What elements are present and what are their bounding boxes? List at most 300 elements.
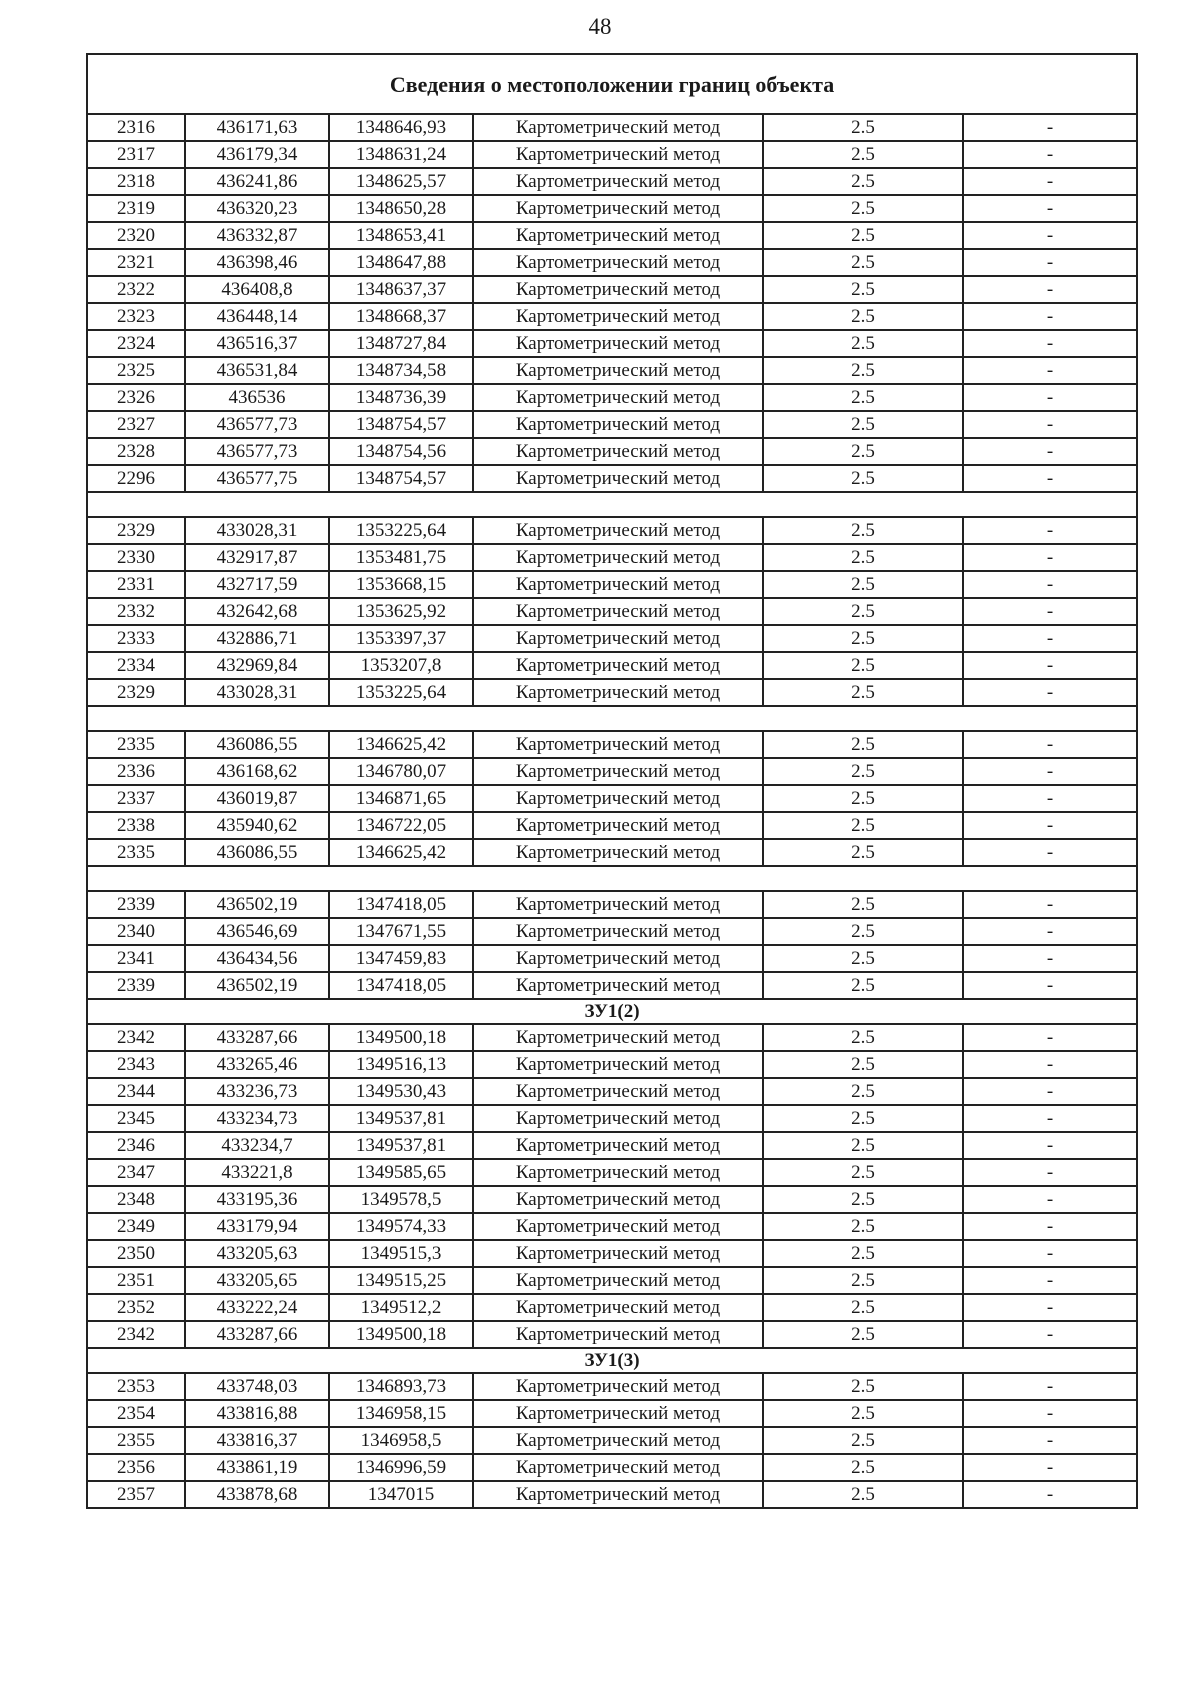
x-coordinate-cell: 433028,31 xyxy=(185,517,329,544)
table-row xyxy=(87,384,1137,411)
description-cell: - xyxy=(963,195,1137,222)
accuracy-cell: 2.5 xyxy=(763,731,963,758)
x-coordinate-cell: 436086,55 xyxy=(185,839,329,866)
x-coordinate-cell: 436168,62 xyxy=(185,758,329,785)
x-coordinate-cell: 436448,14 xyxy=(185,303,329,330)
y-coordinate-cell: 1346625,42 xyxy=(329,839,473,866)
table-title-row xyxy=(87,54,1137,114)
x-coordinate-cell: 436536 xyxy=(185,384,329,411)
x-coordinate-cell: 436516,37 xyxy=(185,330,329,357)
accuracy-cell: 2.5 xyxy=(763,1051,963,1078)
accuracy-cell: 2.5 xyxy=(763,812,963,839)
point-number-cell: 2329 xyxy=(87,679,185,706)
method-cell: Картометрический метод xyxy=(473,1213,763,1240)
method-cell: Картометрический метод xyxy=(473,1427,763,1454)
point-number-cell: 2327 xyxy=(87,411,185,438)
table-row xyxy=(87,357,1137,384)
point-number-cell: 2340 xyxy=(87,918,185,945)
spacer-row xyxy=(87,706,1137,731)
description-cell: - xyxy=(963,1427,1137,1454)
accuracy-cell: 2.5 xyxy=(763,1240,963,1267)
method-cell: Картометрический метод xyxy=(473,438,763,465)
point-number-cell: 2336 xyxy=(87,758,185,785)
point-number-cell: 2334 xyxy=(87,652,185,679)
x-coordinate-cell: 436408,8 xyxy=(185,276,329,303)
accuracy-cell: 2.5 xyxy=(763,1159,963,1186)
point-number-cell: 2335 xyxy=(87,839,185,866)
accuracy-cell: 2.5 xyxy=(763,276,963,303)
table-row xyxy=(87,891,1137,918)
y-coordinate-cell: 1346893,73 xyxy=(329,1373,473,1400)
description-cell: - xyxy=(963,1105,1137,1132)
table-row xyxy=(87,1321,1137,1348)
description-cell: - xyxy=(963,1159,1137,1186)
accuracy-cell: 2.5 xyxy=(763,891,963,918)
description-cell: - xyxy=(963,891,1137,918)
description-cell: - xyxy=(963,1240,1137,1267)
x-coordinate-cell: 436502,19 xyxy=(185,891,329,918)
spacer-row xyxy=(87,492,1137,517)
accuracy-cell: 2.5 xyxy=(763,1427,963,1454)
point-number-cell: 2339 xyxy=(87,891,185,918)
x-coordinate-cell: 433205,63 xyxy=(185,1240,329,1267)
x-coordinate-cell: 436531,84 xyxy=(185,357,329,384)
y-coordinate-cell: 1349530,43 xyxy=(329,1078,473,1105)
x-coordinate-cell: 433748,03 xyxy=(185,1373,329,1400)
method-cell: Картометрический метод xyxy=(473,195,763,222)
point-number-cell: 2354 xyxy=(87,1400,185,1427)
y-coordinate-cell: 1347015 xyxy=(329,1481,473,1508)
description-cell: - xyxy=(963,1213,1137,1240)
accuracy-cell: 2.5 xyxy=(763,1105,963,1132)
method-cell: Картометрический метод xyxy=(473,168,763,195)
x-coordinate-cell: 436320,23 xyxy=(185,195,329,222)
accuracy-cell: 2.5 xyxy=(763,1078,963,1105)
y-coordinate-cell: 1348727,84 xyxy=(329,330,473,357)
accuracy-cell: 2.5 xyxy=(763,972,963,999)
point-number-cell: 2316 xyxy=(87,114,185,141)
method-cell: Картометрический метод xyxy=(473,839,763,866)
x-coordinate-cell: 433816,88 xyxy=(185,1400,329,1427)
point-number-cell: 2348 xyxy=(87,1186,185,1213)
method-cell: Картометрический метод xyxy=(473,357,763,384)
y-coordinate-cell: 1346996,59 xyxy=(329,1454,473,1481)
description-cell: - xyxy=(963,652,1137,679)
y-coordinate-cell: 1348754,57 xyxy=(329,411,473,438)
accuracy-cell: 2.5 xyxy=(763,168,963,195)
description-cell: - xyxy=(963,303,1137,330)
x-coordinate-cell: 436398,46 xyxy=(185,249,329,276)
y-coordinate-cell: 1349537,81 xyxy=(329,1105,473,1132)
x-coordinate-cell: 436577,73 xyxy=(185,438,329,465)
accuracy-cell: 2.5 xyxy=(763,918,963,945)
point-number-cell: 2322 xyxy=(87,276,185,303)
description-cell: - xyxy=(963,330,1137,357)
method-cell: Картометрический метод xyxy=(473,544,763,571)
y-coordinate-cell: 1348647,88 xyxy=(329,249,473,276)
description-cell: - xyxy=(963,812,1137,839)
description-cell: - xyxy=(963,249,1137,276)
accuracy-cell: 2.5 xyxy=(763,357,963,384)
table-row xyxy=(87,839,1137,866)
description-cell: - xyxy=(963,1267,1137,1294)
method-cell: Картометрический метод xyxy=(473,972,763,999)
method-cell: Картометрический метод xyxy=(473,1400,763,1427)
point-number-cell: 2321 xyxy=(87,249,185,276)
spacer-cell xyxy=(87,706,1137,731)
point-number-cell: 2345 xyxy=(87,1105,185,1132)
accuracy-cell: 2.5 xyxy=(763,1132,963,1159)
x-coordinate-cell: 436019,87 xyxy=(185,785,329,812)
method-cell: Картометрический метод xyxy=(473,276,763,303)
accuracy-cell: 2.5 xyxy=(763,1454,963,1481)
x-coordinate-cell: 433234,7 xyxy=(185,1132,329,1159)
x-coordinate-cell: 433816,37 xyxy=(185,1427,329,1454)
spacer-row xyxy=(87,866,1137,891)
table-row xyxy=(87,1213,1137,1240)
method-cell: Картометрический метод xyxy=(473,652,763,679)
point-number-cell: 2333 xyxy=(87,625,185,652)
description-cell: - xyxy=(963,222,1137,249)
point-number-cell: 2341 xyxy=(87,945,185,972)
table-row xyxy=(87,1267,1137,1294)
table-row xyxy=(87,652,1137,679)
section-header-row xyxy=(87,999,1137,1024)
accuracy-cell: 2.5 xyxy=(763,303,963,330)
y-coordinate-cell: 1348754,57 xyxy=(329,465,473,492)
y-coordinate-cell: 1348668,37 xyxy=(329,303,473,330)
table-row xyxy=(87,517,1137,544)
method-cell: Картометрический метод xyxy=(473,625,763,652)
accuracy-cell: 2.5 xyxy=(763,1400,963,1427)
description-cell: - xyxy=(963,141,1137,168)
table-row xyxy=(87,465,1137,492)
x-coordinate-cell: 436241,86 xyxy=(185,168,329,195)
table-row xyxy=(87,195,1137,222)
y-coordinate-cell: 1347459,83 xyxy=(329,945,473,972)
accuracy-cell: 2.5 xyxy=(763,1321,963,1348)
method-cell: Картометрический метод xyxy=(473,222,763,249)
method-cell: Картометрический метод xyxy=(473,1373,763,1400)
y-coordinate-cell: 1353397,37 xyxy=(329,625,473,652)
x-coordinate-cell: 436332,87 xyxy=(185,222,329,249)
boundary-table-body xyxy=(87,54,1137,1508)
description-cell: - xyxy=(963,544,1137,571)
point-number-cell: 2296 xyxy=(87,465,185,492)
accuracy-cell: 2.5 xyxy=(763,330,963,357)
method-cell: Картометрический метод xyxy=(473,1481,763,1508)
table-row xyxy=(87,544,1137,571)
x-coordinate-cell: 433236,73 xyxy=(185,1078,329,1105)
description-cell: - xyxy=(963,1078,1137,1105)
table-row xyxy=(87,114,1137,141)
table-row xyxy=(87,1373,1137,1400)
method-cell: Картометрический метод xyxy=(473,303,763,330)
x-coordinate-cell: 433265,46 xyxy=(185,1051,329,1078)
point-number-cell: 2331 xyxy=(87,571,185,598)
y-coordinate-cell: 1353207,8 xyxy=(329,652,473,679)
point-number-cell: 2339 xyxy=(87,972,185,999)
method-cell: Картометрический метод xyxy=(473,1321,763,1348)
description-cell: - xyxy=(963,465,1137,492)
x-coordinate-cell: 433861,19 xyxy=(185,1454,329,1481)
accuracy-cell: 2.5 xyxy=(763,195,963,222)
point-number-cell: 2353 xyxy=(87,1373,185,1400)
method-cell: Картометрический метод xyxy=(473,1267,763,1294)
method-cell: Картометрический метод xyxy=(473,785,763,812)
y-coordinate-cell: 1346780,07 xyxy=(329,758,473,785)
table-row xyxy=(87,972,1137,999)
table-row xyxy=(87,1105,1137,1132)
method-cell: Картометрический метод xyxy=(473,571,763,598)
table-row xyxy=(87,945,1137,972)
point-number-cell: 2337 xyxy=(87,785,185,812)
accuracy-cell: 2.5 xyxy=(763,1024,963,1051)
accuracy-cell: 2.5 xyxy=(763,785,963,812)
table-row xyxy=(87,625,1137,652)
table-row xyxy=(87,1427,1137,1454)
description-cell: - xyxy=(963,1321,1137,1348)
accuracy-cell: 2.5 xyxy=(763,384,963,411)
point-number-cell: 2329 xyxy=(87,517,185,544)
description-cell: - xyxy=(963,438,1137,465)
method-cell: Картометрический метод xyxy=(473,411,763,438)
x-coordinate-cell: 435940,62 xyxy=(185,812,329,839)
method-cell: Картометрический метод xyxy=(473,1024,763,1051)
method-cell: Картометрический метод xyxy=(473,1132,763,1159)
table-row xyxy=(87,1051,1137,1078)
table-row xyxy=(87,731,1137,758)
table-row xyxy=(87,168,1137,195)
method-cell: Картометрический метод xyxy=(473,1186,763,1213)
x-coordinate-cell: 432886,71 xyxy=(185,625,329,652)
y-coordinate-cell: 1349578,5 xyxy=(329,1186,473,1213)
description-cell: - xyxy=(963,517,1137,544)
table-title: Сведения о местоположении границ объекта xyxy=(87,54,1137,114)
accuracy-cell: 2.5 xyxy=(763,141,963,168)
point-number-cell: 2335 xyxy=(87,731,185,758)
boundary-table xyxy=(86,53,1138,1509)
point-number-cell: 2343 xyxy=(87,1051,185,1078)
description-cell: - xyxy=(963,571,1137,598)
y-coordinate-cell: 1348653,41 xyxy=(329,222,473,249)
method-cell: Картометрический метод xyxy=(473,517,763,544)
table-row xyxy=(87,276,1137,303)
method-cell: Картометрический метод xyxy=(473,1240,763,1267)
method-cell: Картометрический метод xyxy=(473,141,763,168)
table-row xyxy=(87,411,1137,438)
x-coordinate-cell: 433222,24 xyxy=(185,1294,329,1321)
y-coordinate-cell: 1349585,65 xyxy=(329,1159,473,1186)
method-cell: Картометрический метод xyxy=(473,1454,763,1481)
x-coordinate-cell: 433195,36 xyxy=(185,1186,329,1213)
table-row xyxy=(87,303,1137,330)
x-coordinate-cell: 433287,66 xyxy=(185,1024,329,1051)
y-coordinate-cell: 1348754,56 xyxy=(329,438,473,465)
accuracy-cell: 2.5 xyxy=(763,1267,963,1294)
x-coordinate-cell: 436546,69 xyxy=(185,918,329,945)
point-number-cell: 2320 xyxy=(87,222,185,249)
method-cell: Картометрический метод xyxy=(473,1051,763,1078)
x-coordinate-cell: 436577,73 xyxy=(185,411,329,438)
point-number-cell: 2318 xyxy=(87,168,185,195)
page-number: 48 xyxy=(588,14,612,39)
y-coordinate-cell: 1349574,33 xyxy=(329,1213,473,1240)
x-coordinate-cell: 433287,66 xyxy=(185,1321,329,1348)
table-row xyxy=(87,249,1137,276)
method-cell: Картометрический метод xyxy=(473,598,763,625)
x-coordinate-cell: 432969,84 xyxy=(185,652,329,679)
description-cell: - xyxy=(963,679,1137,706)
method-cell: Картометрический метод xyxy=(473,891,763,918)
y-coordinate-cell: 1349515,25 xyxy=(329,1267,473,1294)
point-number-cell: 2326 xyxy=(87,384,185,411)
y-coordinate-cell: 1348625,57 xyxy=(329,168,473,195)
table-row xyxy=(87,1400,1137,1427)
y-coordinate-cell: 1346722,05 xyxy=(329,812,473,839)
y-coordinate-cell: 1348734,58 xyxy=(329,357,473,384)
x-coordinate-cell: 433221,8 xyxy=(185,1159,329,1186)
description-cell: - xyxy=(963,758,1137,785)
table-row xyxy=(87,1186,1137,1213)
table-row xyxy=(87,1481,1137,1508)
description-cell: - xyxy=(963,731,1137,758)
description-cell: - xyxy=(963,384,1137,411)
description-cell: - xyxy=(963,945,1137,972)
point-number-cell: 2342 xyxy=(87,1024,185,1051)
description-cell: - xyxy=(963,1024,1137,1051)
accuracy-cell: 2.5 xyxy=(763,517,963,544)
section-header-row xyxy=(87,1348,1137,1373)
point-number-cell: 2317 xyxy=(87,141,185,168)
accuracy-cell: 2.5 xyxy=(763,544,963,571)
x-coordinate-cell: 436171,63 xyxy=(185,114,329,141)
y-coordinate-cell: 1349516,13 xyxy=(329,1051,473,1078)
accuracy-cell: 2.5 xyxy=(763,1294,963,1321)
accuracy-cell: 2.5 xyxy=(763,679,963,706)
section-label: ЗУ1(2) xyxy=(87,999,1137,1024)
y-coordinate-cell: 1349500,18 xyxy=(329,1321,473,1348)
table-row xyxy=(87,785,1137,812)
table-row xyxy=(87,1240,1137,1267)
x-coordinate-cell: 433234,73 xyxy=(185,1105,329,1132)
section-label: ЗУ1(3) xyxy=(87,1348,1137,1373)
x-coordinate-cell: 436502,19 xyxy=(185,972,329,999)
description-cell: - xyxy=(963,1481,1137,1508)
point-number-cell: 2323 xyxy=(87,303,185,330)
y-coordinate-cell: 1353625,92 xyxy=(329,598,473,625)
description-cell: - xyxy=(963,1132,1137,1159)
point-number-cell: 2346 xyxy=(87,1132,185,1159)
y-coordinate-cell: 1346958,5 xyxy=(329,1427,473,1454)
y-coordinate-cell: 1346625,42 xyxy=(329,731,473,758)
method-cell: Картометрический метод xyxy=(473,679,763,706)
table-row xyxy=(87,1159,1137,1186)
description-cell: - xyxy=(963,839,1137,866)
method-cell: Картометрический метод xyxy=(473,114,763,141)
accuracy-cell: 2.5 xyxy=(763,945,963,972)
table-row xyxy=(87,812,1137,839)
description-cell: - xyxy=(963,1294,1137,1321)
table-row xyxy=(87,598,1137,625)
accuracy-cell: 2.5 xyxy=(763,652,963,679)
y-coordinate-cell: 1353668,15 xyxy=(329,571,473,598)
y-coordinate-cell: 1348650,28 xyxy=(329,195,473,222)
accuracy-cell: 2.5 xyxy=(763,438,963,465)
point-number-cell: 2352 xyxy=(87,1294,185,1321)
accuracy-cell: 2.5 xyxy=(763,222,963,249)
accuracy-cell: 2.5 xyxy=(763,114,963,141)
table-row xyxy=(87,1024,1137,1051)
table-row xyxy=(87,330,1137,357)
y-coordinate-cell: 1349500,18 xyxy=(329,1024,473,1051)
table-row xyxy=(87,141,1137,168)
point-number-cell: 2350 xyxy=(87,1240,185,1267)
point-number-cell: 2355 xyxy=(87,1427,185,1454)
method-cell: Картометрический метод xyxy=(473,1159,763,1186)
x-coordinate-cell: 436434,56 xyxy=(185,945,329,972)
table-row xyxy=(87,438,1137,465)
table-row xyxy=(87,679,1137,706)
method-cell: Картометрический метод xyxy=(473,1078,763,1105)
y-coordinate-cell: 1347418,05 xyxy=(329,891,473,918)
accuracy-cell: 2.5 xyxy=(763,1186,963,1213)
x-coordinate-cell: 436577,75 xyxy=(185,465,329,492)
table-row xyxy=(87,1294,1137,1321)
point-number-cell: 2344 xyxy=(87,1078,185,1105)
x-coordinate-cell: 432642,68 xyxy=(185,598,329,625)
method-cell: Картометрический метод xyxy=(473,465,763,492)
accuracy-cell: 2.5 xyxy=(763,1213,963,1240)
x-coordinate-cell: 436086,55 xyxy=(185,731,329,758)
point-number-cell: 2347 xyxy=(87,1159,185,1186)
x-coordinate-cell: 436179,34 xyxy=(185,141,329,168)
description-cell: - xyxy=(963,411,1137,438)
y-coordinate-cell: 1348736,39 xyxy=(329,384,473,411)
table-row xyxy=(87,571,1137,598)
description-cell: - xyxy=(963,357,1137,384)
description-cell: - xyxy=(963,1373,1137,1400)
table-row xyxy=(87,918,1137,945)
description-cell: - xyxy=(963,1051,1137,1078)
y-coordinate-cell: 1349537,81 xyxy=(329,1132,473,1159)
x-coordinate-cell: 432717,59 xyxy=(185,571,329,598)
x-coordinate-cell: 433179,94 xyxy=(185,1213,329,1240)
description-cell: - xyxy=(963,114,1137,141)
x-coordinate-cell: 432917,87 xyxy=(185,544,329,571)
method-cell: Картометрический метод xyxy=(473,1294,763,1321)
point-number-cell: 2357 xyxy=(87,1481,185,1508)
method-cell: Картометрический метод xyxy=(473,330,763,357)
method-cell: Картометрический метод xyxy=(473,945,763,972)
accuracy-cell: 2.5 xyxy=(763,1481,963,1508)
point-number-cell: 2330 xyxy=(87,544,185,571)
accuracy-cell: 2.5 xyxy=(763,625,963,652)
y-coordinate-cell: 1348631,24 xyxy=(329,141,473,168)
description-cell: - xyxy=(963,918,1137,945)
x-coordinate-cell: 433028,31 xyxy=(185,679,329,706)
method-cell: Картометрический метод xyxy=(473,812,763,839)
description-cell: - xyxy=(963,168,1137,195)
y-coordinate-cell: 1347671,55 xyxy=(329,918,473,945)
method-cell: Картометрический метод xyxy=(473,1105,763,1132)
spacer-cell xyxy=(87,492,1137,517)
x-coordinate-cell: 433205,65 xyxy=(185,1267,329,1294)
point-number-cell: 2325 xyxy=(87,357,185,384)
y-coordinate-cell: 1348637,37 xyxy=(329,276,473,303)
method-cell: Картометрический метод xyxy=(473,249,763,276)
point-number-cell: 2351 xyxy=(87,1267,185,1294)
